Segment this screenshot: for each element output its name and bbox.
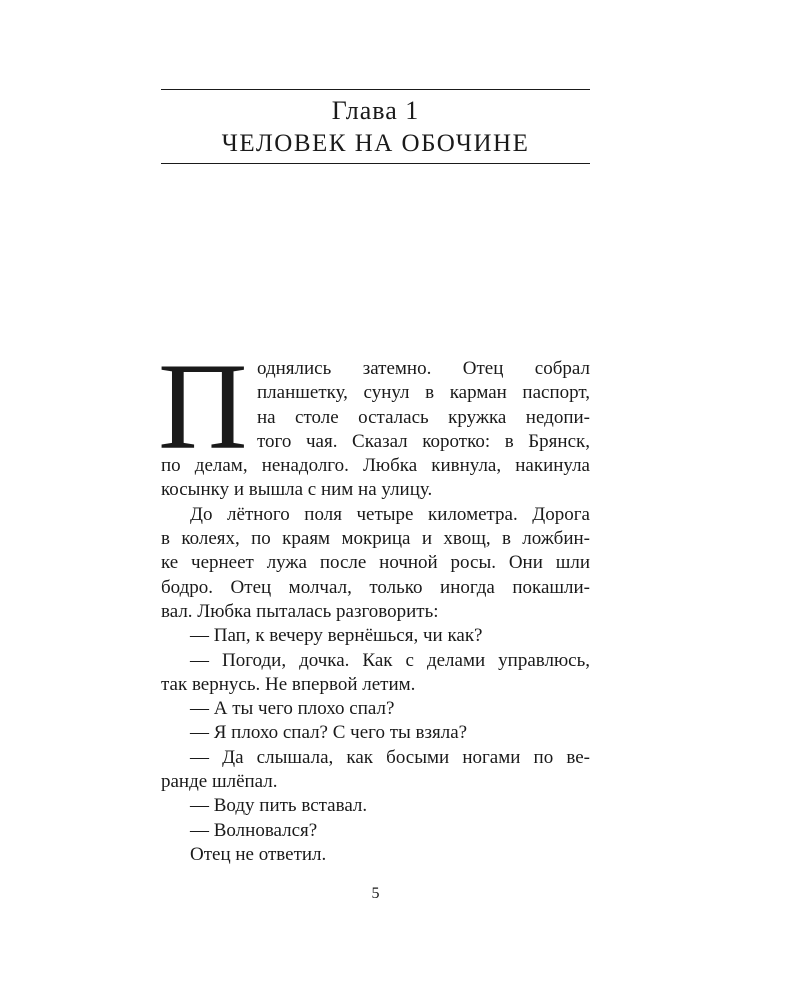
text-line: — Погоди, дочка. Как с делами управлюсь, xyxy=(190,649,590,671)
text-line: планшетку, сунул в карман паспорт, xyxy=(257,382,590,404)
chapter-number: Глава 1 xyxy=(331,96,420,125)
text-line: бодро. Отец молчал, только иногда покашли- xyxy=(161,576,590,598)
text-line: того чая. Сказал коротко: в Брянск, xyxy=(257,430,590,452)
text-line: — А ты чего плохо спал? xyxy=(190,698,395,720)
text-line: вал. Любка пыталась разговорить: xyxy=(161,600,439,622)
text-line: косынку и вышла с ним на улицу. xyxy=(161,479,433,501)
chapter-rule-top xyxy=(161,89,590,90)
text-line: на столе осталась кружка недопи- xyxy=(257,406,590,428)
text-line: — Да слышала, как босыми ногами по ве- xyxy=(190,746,590,768)
text-line: так вернусь. Не впервой летим. xyxy=(161,673,416,695)
text-line: — Воду пить вставал. xyxy=(190,795,368,817)
text-line: Отец не ответил. xyxy=(190,843,327,865)
chapter-title: ЧЕЛОВЕК НА ОБОЧИНЕ xyxy=(221,130,530,157)
chapter-body xyxy=(158,338,590,867)
text-line: ранде шлёпал. xyxy=(161,771,278,793)
text-line: ке чернеет лужа после ночной росы. Они шли xyxy=(161,552,590,574)
text-line: До лётного поля четыре километра. Дорога xyxy=(190,503,590,525)
text-line: — Пап, к вечеру вернёшься, чи как? xyxy=(190,625,483,647)
page-number: 5 xyxy=(371,885,380,902)
text-line: по делам, ненадолго. Любка кивнула, накинула xyxy=(161,455,590,477)
text-line: в колеях, по краям мокрица и хвощ, в ложбин- xyxy=(161,528,590,550)
chapter-rule-bottom xyxy=(161,163,590,164)
text-line: однялись затемно. Отец собрал xyxy=(257,358,590,379)
drop-cap: П xyxy=(158,338,248,475)
text-line: — Волновался? xyxy=(190,819,318,841)
text-line: — Я плохо спал? С чего ты взяла? xyxy=(190,722,468,744)
